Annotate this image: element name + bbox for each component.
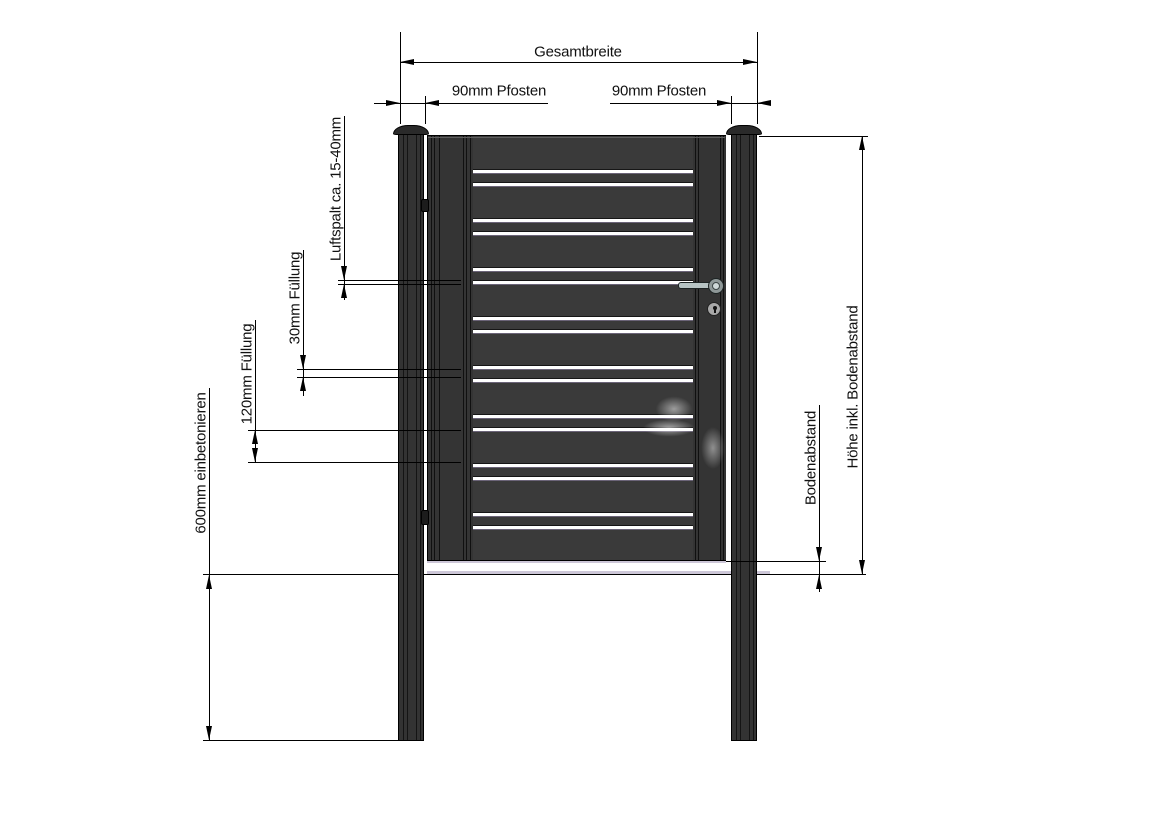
arrowhead [816, 575, 822, 589]
post-rib [736, 134, 737, 740]
extension-line [731, 96, 732, 124]
extension-line [297, 369, 461, 370]
arrowhead [757, 100, 771, 106]
post-rib [753, 134, 754, 740]
label-einbetonieren: 600mm einbetonieren [192, 392, 210, 534]
arrowhead [252, 430, 258, 444]
extension-line [203, 740, 423, 741]
right-post-cap [726, 125, 762, 135]
arrowhead [206, 726, 212, 740]
extension-line [248, 430, 461, 431]
arrowhead [386, 100, 400, 106]
post-rib [403, 134, 404, 740]
label-bodenabstand: Bodenabstand [802, 410, 820, 506]
extension-line [726, 561, 826, 562]
arrowhead [400, 59, 414, 65]
label-fuellung-30: 30mm Füllung [286, 251, 304, 345]
arrowhead [859, 560, 865, 574]
arrowhead [252, 448, 258, 462]
dimension-line-gesamtbreite [400, 62, 757, 63]
dimension-line-pfosten-rechts [610, 103, 771, 104]
post-rib [407, 134, 408, 740]
keyhole-slot [714, 309, 716, 314]
handle-knob [712, 282, 720, 290]
arrowhead [341, 284, 347, 298]
label-pfosten-links: 90mm Pfosten [451, 82, 547, 100]
arrowhead [341, 266, 347, 280]
extension-line [338, 280, 461, 281]
post-rib [420, 134, 421, 740]
right-post [731, 133, 757, 741]
arrowhead [816, 547, 822, 561]
extension-line [248, 462, 461, 463]
arrowhead [743, 59, 757, 65]
dimension-line-hoehe [862, 136, 863, 574]
arrowhead [717, 100, 731, 106]
extension-line [338, 284, 461, 285]
post-rib [416, 134, 417, 740]
ground-line [203, 574, 866, 575]
arrowhead [300, 377, 306, 391]
arrowhead [300, 355, 306, 369]
dimension-line-pfosten-links [374, 103, 548, 104]
handle-rosette [708, 278, 724, 294]
extension-line [400, 32, 401, 124]
arrowhead [425, 100, 439, 106]
gloss-reflection [428, 136, 725, 560]
label-fuellung-120: 120mm Füllung [238, 323, 256, 425]
post-rib [749, 134, 750, 740]
label-hoehe: Höhe inkl. Bodenabstand [844, 305, 862, 469]
lock-cylinder [707, 302, 721, 316]
gate-leaf [427, 135, 726, 561]
label-gesamtbreite: Gesamtbreite [534, 43, 622, 61]
extension-line [757, 32, 758, 124]
extension-line [297, 377, 461, 378]
hinge-bottom [421, 510, 429, 525]
arrowhead [859, 136, 865, 150]
hinge-top [421, 199, 429, 212]
gate-bottom-shadow [427, 561, 726, 563]
arrowhead [206, 575, 212, 589]
label-pfosten-rechts: 90mm Pfosten [611, 82, 707, 100]
post-rib [740, 134, 741, 740]
left-post [398, 133, 424, 741]
label-luftspalt: Luftspalt ca. 15-40mm [327, 116, 345, 262]
left-post-cap [393, 125, 429, 135]
extension-line [759, 136, 868, 137]
